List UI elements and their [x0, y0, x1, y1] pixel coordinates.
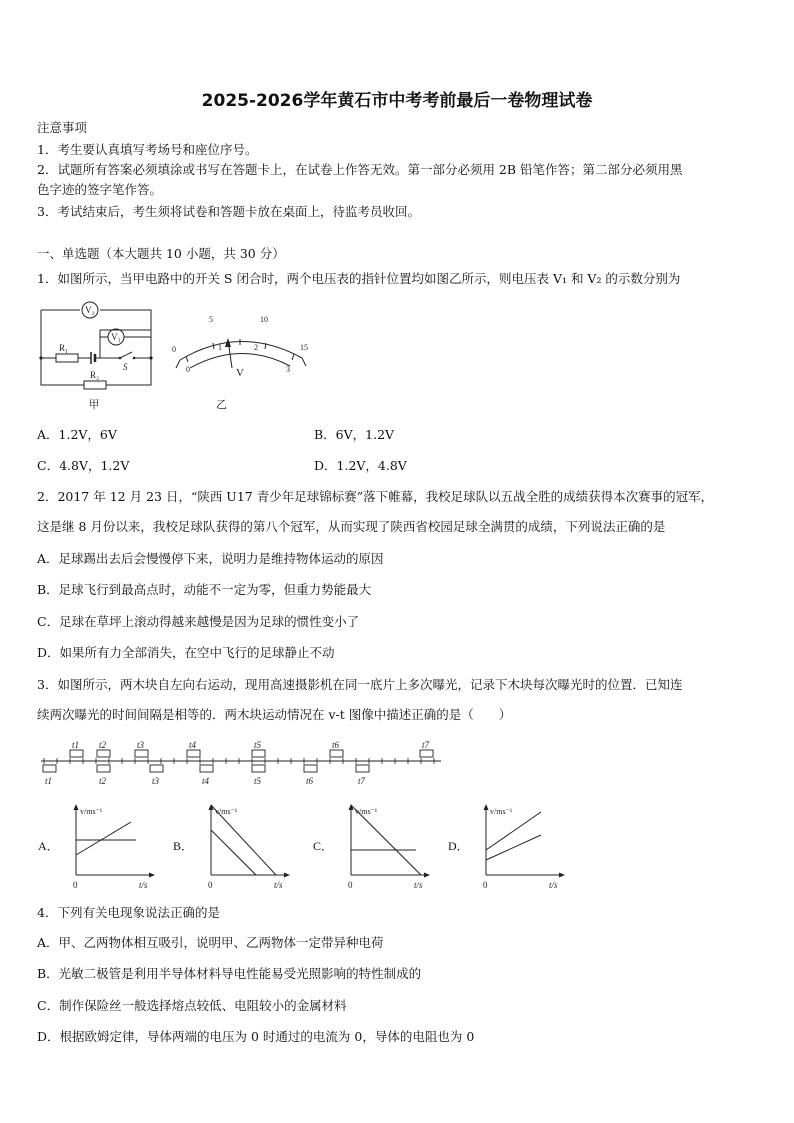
graph-y-label: v/ms⁻¹	[355, 807, 378, 816]
bottom-block	[252, 765, 265, 772]
bottom-block	[43, 765, 56, 772]
top-time-label: t5	[254, 740, 262, 750]
top-block	[420, 750, 433, 757]
graph-origin: 0	[348, 880, 353, 890]
top-time-label: t1	[72, 740, 80, 750]
q2-option-d[interactable]: D．如果所有力全部消失，在空中飞行的足球静止不动	[37, 645, 335, 660]
q2-option-c[interactable]: C．足球在草坪上滚动得越来越慢是因为足球的惯性变小了	[37, 614, 360, 629]
r1-label: R₁	[59, 343, 69, 353]
notes-item: 色字迹的签字笔作答。	[37, 182, 163, 197]
graph-origin: 0	[208, 880, 213, 890]
q3-stem: 3．如图所示，两木块自左向右运动，现用高速摄影机在同一底片上多次曝光，记录下木块每次曝光时的位置．已知连	[37, 677, 683, 692]
graph-line	[486, 835, 541, 860]
dial-unit: V	[236, 367, 244, 379]
graph-option-letter[interactable]: B．	[173, 839, 194, 853]
q4-option-c[interactable]: C．制作保险丝一般选择熔点较低、电阻较小的金属材料	[37, 998, 347, 1013]
top-block	[187, 750, 200, 757]
graph-line	[351, 805, 421, 875]
q1-option-d[interactable]: D．1.2V，4.8V	[314, 458, 407, 473]
top-time-label: t3	[137, 740, 145, 750]
section-heading: 一、单选题（本大题共 10 小题，共 30 分）	[37, 246, 285, 261]
bottom-time-label: t1	[45, 776, 53, 786]
dial-top-tick: 10	[260, 315, 268, 324]
bottom-block	[97, 765, 110, 772]
bottom-time-label: t7	[358, 776, 366, 786]
top-time-label: t6	[332, 740, 340, 750]
v2-label: V₂	[85, 305, 95, 315]
notes-item: 1．考生要认真填写考场号和座位序号。	[37, 142, 258, 157]
graph-origin: 0	[483, 880, 488, 890]
top-block	[70, 750, 83, 757]
top-block	[330, 750, 343, 757]
q2-stem: 这是继 8 月份以来，我校足球队获得的第八个冠军，从而实现了陕西省校园足球全满贯的成绩，下列说法正确的是	[37, 519, 666, 534]
q1-option-a[interactable]: A．1.2V，6V	[37, 427, 117, 442]
bottom-time-label: t5	[254, 776, 262, 786]
q2-stem: 2．2017 年 12 月 23 日，“陕西 U17 青少年足球锦标赛”落下帷幕，我校足球队以五战全胜的成绩获得本次赛事的冠军，	[37, 489, 714, 504]
top-block	[252, 750, 265, 757]
notes-item: 3．考试结束后，考生须将试卷和答题卡放在桌面上，待监考员收回。	[37, 204, 420, 219]
graph-x-label: t/s	[414, 880, 423, 890]
top-time-label: t4	[189, 740, 197, 750]
bottom-block	[200, 765, 213, 772]
q1-voltmeter-dial	[162, 310, 322, 415]
bottom-time-label: t3	[152, 776, 160, 786]
q4-stem: 4．下列有关电现象说法正确的是	[37, 905, 220, 920]
r2-label: R₂	[90, 370, 100, 380]
q1-option-b[interactable]: B．6V，1.2V	[314, 427, 395, 442]
page-title: 2025-2026学年黄石市中考考前最后一卷物理试卷	[201, 91, 593, 111]
graph-y-label: v/ms⁻¹	[490, 807, 513, 816]
notes-heading: 注意事项	[37, 120, 88, 135]
bottom-time-label: t6	[306, 776, 314, 786]
bottom-block	[356, 765, 369, 772]
bottom-block	[150, 765, 163, 772]
q4-option-a[interactable]: A．甲、乙两物体相互吸引，说明甲、乙两物体一定带异种电荷	[37, 935, 384, 950]
q2-option-a[interactable]: A．足球踢出去后会慢慢停下来，说明力是维持物体运动的原因	[37, 551, 384, 566]
dial-caption: 乙	[216, 399, 227, 411]
notes-item: 2．试题所有答案必须填涂或书写在答题卡上，在试卷上作答无效。第一部分必须用 2B 铅笔作答；第二部分必须用黑	[37, 162, 683, 177]
switch-label: S	[123, 362, 128, 372]
v1-label: V₁	[111, 332, 121, 342]
graph-y-label: v/ms⁻¹	[80, 807, 103, 816]
dial-top-tick: 15	[300, 343, 308, 352]
q1-stem: 1．如图所示，当甲电路中的开关 S 闭合时，两个电压表的指针位置均如图乙所示，则电压表 V₁ 和 V₂ 的示数分别为	[37, 271, 681, 286]
dial-bottom-tick: 2	[254, 343, 258, 352]
q1-circuit-diagram	[36, 300, 156, 412]
top-time-label: t7	[422, 740, 430, 750]
q1-option-c[interactable]: C．4.8V，1.2V	[37, 458, 130, 473]
graph-x-label: t/s	[139, 880, 148, 890]
graph-x-label: t/s	[549, 880, 558, 890]
top-time-label: t2	[99, 740, 107, 750]
top-block	[97, 750, 110, 757]
bottom-block	[304, 765, 317, 772]
bottom-time-label: t2	[99, 776, 107, 786]
graph-y-label: v/ms⁻¹	[215, 807, 238, 816]
q4-option-b[interactable]: B．光敏二极管是利用半导体材料导电性能易受光照影响的特性制成的	[37, 966, 422, 981]
dial-top-tick: 0	[172, 345, 176, 354]
q3-exposure-strip	[36, 738, 446, 788]
circuit-caption: 甲	[88, 399, 100, 411]
q3-stem: 续两次曝光的时间间隔是相等的．两木块运动情况在 v-t 图像中描述正确的是（ ）	[37, 707, 512, 722]
q3-graphs	[36, 800, 576, 892]
q2-option-b[interactable]: B．足球飞行到最高点时，动能不一定为零，但重力势能最大	[37, 582, 372, 597]
graph-line	[211, 830, 256, 875]
q4-option-d[interactable]: D．根据欧姆定律，导体两端的电压为 0 时通过的电流为 0，导体的电阻也为 0	[37, 1029, 475, 1044]
graph-origin: 0	[73, 880, 78, 890]
graph-x-label: t/s	[274, 880, 283, 890]
dial-top-tick: 5	[209, 315, 213, 324]
top-block	[135, 750, 148, 757]
dial-bottom-tick: 1	[218, 343, 222, 352]
bottom-time-label: t4	[202, 776, 210, 786]
graph-line	[76, 822, 131, 855]
graph-option-letter[interactable]: A．	[38, 839, 59, 853]
graph-line	[486, 812, 541, 850]
dial-bottom-tick: 3	[286, 365, 290, 374]
graph-option-letter[interactable]: C．	[313, 839, 334, 853]
graph-option-letter[interactable]: D．	[448, 839, 469, 853]
dial-bottom-tick: 0	[186, 365, 190, 374]
